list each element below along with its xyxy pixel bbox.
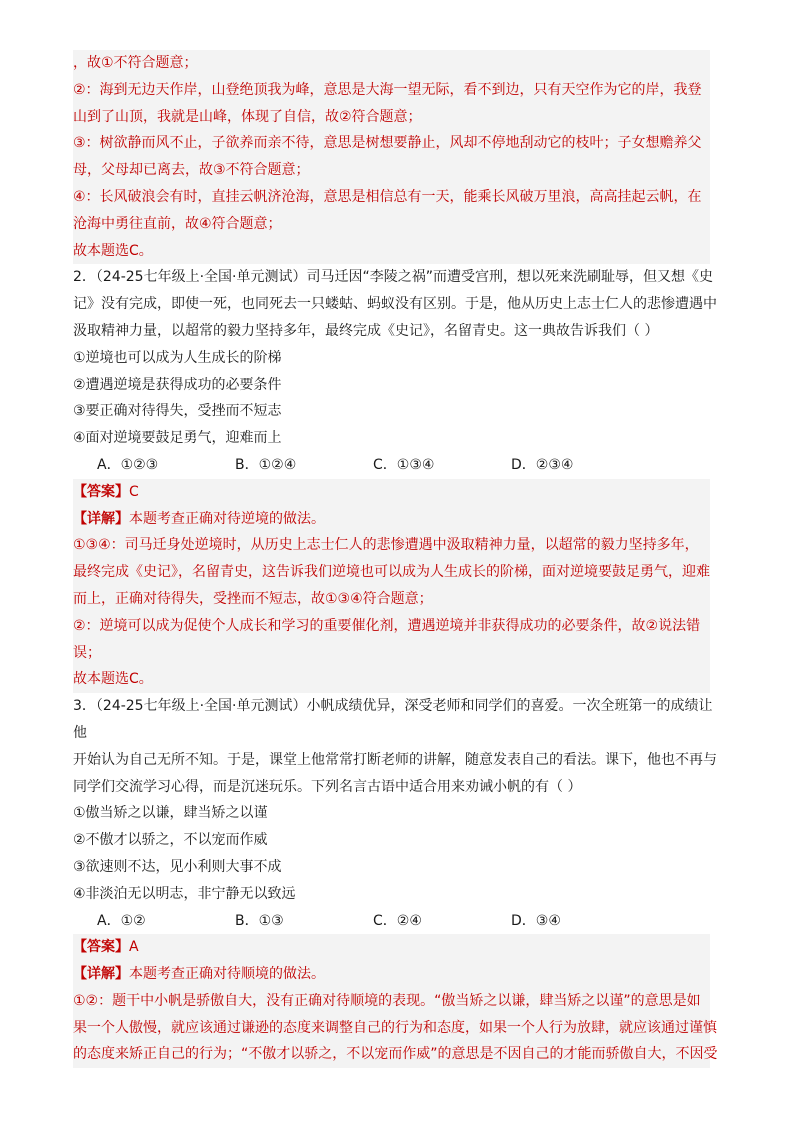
answer-value: A xyxy=(129,939,139,956)
q2-option-b[interactable]: B．①②④ xyxy=(235,456,297,473)
q3-item-4: ④非淡泊无以明志，非宁静无以致远 xyxy=(73,885,296,902)
q3-stem-2: 开始认为自己无所不知。于是，课堂上他常常打断老师的讲解，随意发表自己的看法。课下，他也不再与 xyxy=(73,751,717,768)
answer-value: C xyxy=(129,483,139,500)
q3-option-c[interactable]: C．②④ xyxy=(373,912,422,929)
q2-item-3: ③要正确对待得失，受挫而不短志 xyxy=(73,403,282,420)
q3-item-3: ③欲速则不达，见小利则大事不成 xyxy=(73,858,282,875)
q3-detail-intro xyxy=(73,961,710,988)
question-3 xyxy=(73,693,718,1068)
q2-item-2: ②遭遇逆境是获得成功的必要条件 xyxy=(73,376,282,393)
q2-detail-2: 而上，正确对待得失，受挫而不短志，故①③④符合题意； xyxy=(73,590,433,607)
detail-tag: 【详解】 xyxy=(73,510,129,527)
q1-line-6: 沧海中勇往直前，故④符合题意； xyxy=(73,215,282,232)
q1-line-7: 故本题选C。 xyxy=(73,242,153,259)
q2-option-a[interactable]: A．①②③ xyxy=(97,456,159,473)
q1-line-0: ，故①不符合题意； xyxy=(73,55,198,71)
q2-option-c[interactable]: C．①③④ xyxy=(373,456,435,473)
q3-option-a[interactable]: A．①② xyxy=(97,912,146,929)
q3-detail-1: 果一个人傲慢，就应该通过谦逊的态度来调整自己的行为和态度，如果一个人行为放肆，就应该通过谨慎 xyxy=(73,1019,717,1036)
q1-line-4: 母，父母却已离去，故③不符合题意； xyxy=(73,162,310,179)
q3-stem-3: 同学们交流学习心得，而是沉迷玩乐。下列名言古语中适合用来劝诫小帆的有（ ） xyxy=(73,778,582,795)
q2-stem-1: 记》没有完成，即使一死，也同死去一只蝼蛄、蚂蚁没有区别。于是，他从历史上志士仁人的悲惨遭遇中 xyxy=(73,296,717,313)
q2-answer xyxy=(73,479,710,506)
answer-tag: 【答案】 xyxy=(73,483,129,500)
q3-option-d[interactable]: D．③④ xyxy=(511,912,561,929)
answer-tag: 【答案】 xyxy=(73,939,129,956)
q1-line-5: ④：长风破浪会有时，直挂云帆济沧海，意思是相信总有一天，能乘长风破万里浪，高高挂起云帆，在 xyxy=(73,188,702,205)
q2-item-4: ④面对逆境要鼓足勇气，迎难而上 xyxy=(73,430,282,447)
q2-detail-4: 误； xyxy=(73,644,101,661)
q1-explanation-tail xyxy=(73,50,710,264)
q2-detail-0: ①③④：司马迁身处逆境时，从历史上志士仁人的悲惨遭遇中汲取精神力量，以超常的毅力坚持多年， xyxy=(73,537,699,554)
detail-intro-text: 本题考查正确对待逆境的做法。 xyxy=(129,510,325,527)
detail-intro-text: 本题考查正确对待顺境的做法。 xyxy=(129,966,325,983)
q2-option-d[interactable]: D．②③④ xyxy=(511,456,574,473)
q2-stem-2: 汲取精神力量，以超常的毅力坚持多年，最终完成《史记》，名留青史。这一典故告诉我们（ ） xyxy=(73,322,659,339)
q2-detail-1: 最终完成《史记》，名留青史，这告诉我们逆境也可以成为人生成长的阶梯，面对逆境要鼓足勇气，迎难 xyxy=(73,564,710,581)
q3-option-b[interactable]: B．①③ xyxy=(235,912,284,929)
q1-line-3: ③：树欲静而风不止，子欲养而亲不待，意思是树想要静止，风却不停地刮动它的枝叶；子女想赡养父 xyxy=(73,135,702,152)
q3-detail-0: ①②：题干中小帆是骄傲自大，没有正确对待顺境的表现。“傲当矫之以谦，肆当矫之以谨”的意思是如 xyxy=(73,992,701,1009)
q2-detail-intro xyxy=(73,506,710,533)
q1-line-1: ②：海到无边天作岸，山登绝顶我为峰，意思是大海一望无际，看不到边，只有天空作为它的岸，我登 xyxy=(73,81,702,98)
q3-stem-0: 3．（24-25七年级上·全国·单元测试）小帆成绩优异，深受老师和同学们的喜爱。一次全班第一的成绩让 xyxy=(73,698,713,715)
q3-item-1: ①傲当矫之以谦，肆当矫之以谨 xyxy=(73,805,268,822)
q2-stem-0: 2．（24-25七年级上·全国·单元测试）司马迁因“李陵之祸”而遭受宫刑，想以死来洗刷耻辱，但又想《史 xyxy=(73,269,713,286)
q3-answer xyxy=(73,934,710,961)
q1-line-2: 山到了山顶，我就是山峰，体现了自信，故②符合题意； xyxy=(73,108,422,125)
detail-tag: 【详解】 xyxy=(73,966,129,983)
worksheet-page xyxy=(73,50,718,1068)
question-2 xyxy=(73,264,717,693)
q2-detail-5: 故本题选C。 xyxy=(73,671,153,688)
q2-item-1: ①逆境也可以成为人生成长的阶梯 xyxy=(73,349,282,366)
q3-options xyxy=(73,908,710,935)
q2-detail-3: ②：逆境可以成为促使个人成长和学习的重要催化剂，遭遇逆境并非获得成功的必要条件，故②说法错 xyxy=(73,617,701,634)
q2-answer-block xyxy=(73,479,710,693)
q2-options xyxy=(73,452,710,479)
q3-detail-2: 的态度来矫正自己的行为；“不傲才以骄之，不以宠而作威”的意思是不因自己的才能而骄傲自大，不因受 xyxy=(73,1046,718,1063)
q3-stem-1: 他 xyxy=(73,724,87,741)
q3-item-2: ②不傲才以骄之，不以宠而作威 xyxy=(73,832,268,849)
q3-answer-block xyxy=(73,934,718,1068)
